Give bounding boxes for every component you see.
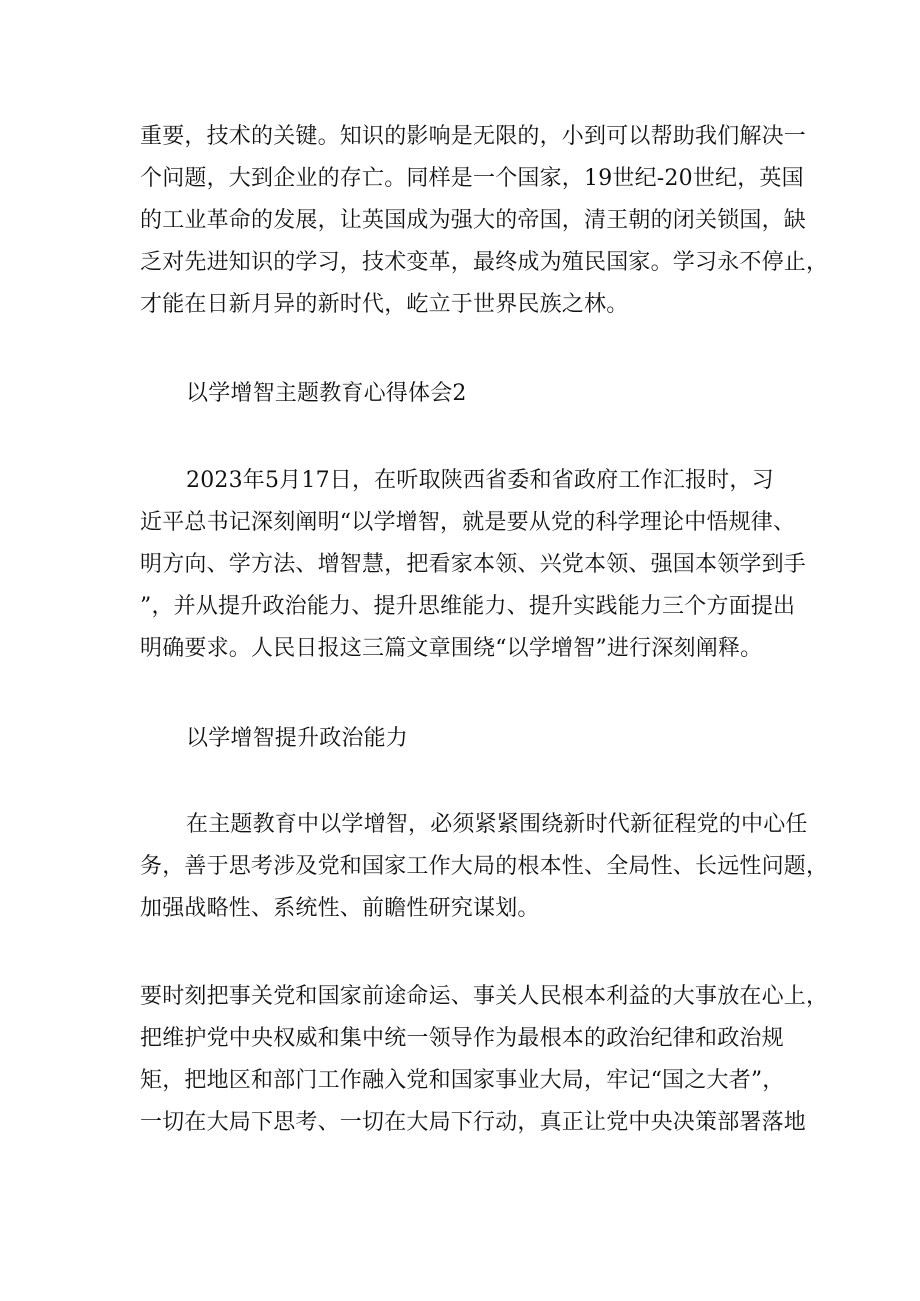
section-heading-reflection-2 (140, 373, 790, 415)
paragraph-overall-situation (140, 976, 829, 1144)
section-heading-political-capacity (140, 718, 790, 760)
text-line: 加强战略性、系统性、前瞻性研究谋划。 (140, 896, 540, 921)
text-line: 乏对先进知识的学习，技术变革，最终成为殖民国家。学习永不停止， (140, 250, 829, 275)
text-line: 2023年5月17日，在听取陕西省委和省政府工作汇报时，习 (186, 468, 774, 493)
text-line: 近平总书记深刻阐明“以学增智，就是要从党的科学理论中悟规律、 (140, 510, 796, 535)
text-line: 矩，把地区和部门工作融入党和国家事业大局，牢记“国之大者”， (140, 1068, 785, 1093)
text-line: 重要，技术的关键。知识的影响是无限的，小到可以帮助我们解决一 (140, 124, 807, 149)
text-line: 把维护党中央权威和集中统一领导作为最根本的政治纪律和政治规 (140, 1026, 784, 1051)
heading-text: 以学增智主题教育心得体会2 (186, 381, 467, 406)
text-line: 明确要求。人民日报这三篇文章围绕“以学增智”进行深刻阐释。 (140, 636, 763, 661)
text-line: 明方向、学方法、增智慧，把看家本领、兴党本领、强国本领学到手 (140, 552, 807, 577)
text-line: ”，并从提升政治能力、提升思维能力、提升实践能力三个方面提出 (140, 594, 796, 619)
paragraph-knowledge-impact (140, 116, 829, 326)
text-line: 务，善于思考涉及党和国家工作大局的根本性、全局性、长远性问题， (140, 854, 829, 879)
text-line: 个问题，大到企业的存亡。同样是一个国家，19世纪-20世纪，英国 (140, 166, 804, 191)
paragraph-speech-summary (140, 460, 807, 670)
text-line: 一切在大局下思考、一切在大局下行动，真正让党中央决策部署落地 (140, 1110, 807, 1135)
text-line: 要时刻把事关党和国家前途命运、事关人民根本利益的大事放在心上， (140, 984, 829, 1009)
paragraph-central-task (140, 804, 829, 930)
heading-text: 以学增智提升政治能力 (186, 726, 409, 751)
text-line: 的工业革命的发展，让英国成为强大的帝国，清王朝的闭关锁国，缺 (140, 208, 807, 233)
text-line: 才能在日新月异的新时代，屹立于世界民族之林。 (140, 292, 629, 317)
text-line: 在主题教育中以学增智，必须紧紧围绕新时代新征程党的中心任 (186, 812, 808, 837)
